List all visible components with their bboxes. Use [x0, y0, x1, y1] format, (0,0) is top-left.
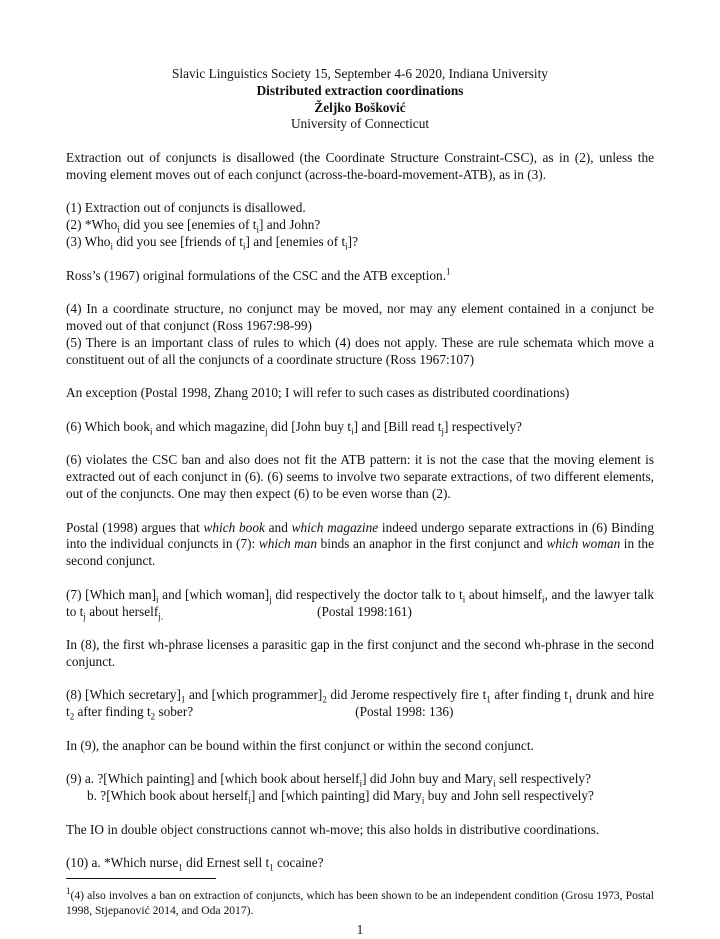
footnote-1: $^1$(4) also involves a ban on extraction of conjuncts, which has been shown to be an independent condition (Grosu 1973, Postal 1998, Stjepanović 2014, and Oda 2017).: [66, 886, 654, 917]
footnote-ref: 1: [446, 266, 451, 277]
intro-paragraph: Extraction out of conjuncts is disallowed (the Coordinate Structure Constraint-CSC), as in (2), unless the moving element moves out of each conjunct (across-the-board-movement-ATB), as in (3).: [66, 149, 654, 182]
paragraph-10: The IO in double object constructions cannot wh-move; this also holds in distributive coordinations.: [66, 821, 600, 837]
example-4: (4) In a coordinate structure, no conjunct may be moved, nor may any element contained in a conjunct be moved out of that conjunct (Ross 1967:98-99): [66, 301, 654, 333]
paper-title: Distributed extraction coordinations: [256, 82, 464, 98]
example-8: (8) [Which $secretary]_1$ and [which $programmer]_2$ did Jerome respectively fire $t_1$ after finding $t_1$ drunk and hire $t_2$ after finding $t_2$ sober? (Postal 1998: 136): [66, 687, 654, 722]
page-number: 1: [356, 922, 364, 938]
author-name: Željko Bošković: [314, 99, 406, 115]
paragraph-9: In (9), the anaphor can be bound within the first conjunct or within the second conjunct.: [66, 737, 534, 753]
author-affiliation: University of Connecticut: [290, 116, 430, 132]
example-9a: (9) a. ?[Which painting] and [which book about herself$_i$] did John buy and Mary$_i$ sell respectively?: [66, 771, 591, 790]
example-5: (5) There is an important class of rules to which (4) does not apply. These are rule schemata which move a constituent out of all the conjuncts of a coordinate structure (Ross 1967:107): [66, 334, 654, 367]
paragraph-6: (6) violates the CSC ban and also does not fit the ATB pattern: it is not the case that the moving element is extracted out of each conjunct in (6). (6) seems to involve two separate extractions, of two different elements, out of the conjuncts. One may then expect (6) to be even worse than (2).: [66, 452, 654, 501]
paragraph-8: In (8), the first wh-phrase licenses a parasitic gap in the first conjunct and the second wh-phrase in the second conjunct.: [66, 637, 654, 669]
example-7: (7) [Which $man]_i$ and [which $woman]_j$ did respectively the doctor talk to $t_i$ about himself$_i$, and the lawyer talk to $t_j$ about herself$_{j.}$ (Postal 1998:161): [66, 586, 654, 622]
example-6: (6) Which book$_i$ and which magazine$_j$ did [John buy $t_i$] and [Bill read $t_j$] respectively?: [66, 418, 522, 437]
footnote-divider: [66, 878, 216, 879]
exception-paragraph: An exception (Postal 1998, Zhang 2010; I will refer to such cases as distributed coordinations): [66, 385, 570, 401]
conference-line: Slavic Linguistics Society 15, September 4-6 2020, Indiana University: [172, 66, 548, 81]
example-1: (1) Extraction out of conjuncts is disallowed.: [66, 200, 306, 216]
document-page: [66, 66, 654, 939]
example-9b: b. ?[Which book about herself$_i$] and [which painting] did Mary$_i$ buy and John sell respectively?: [87, 788, 594, 806]
postal-paragraph: Postal (1998) argues that which book and which magazine indeed undergo separate extractions in (6) Binding into the individual conjuncts in (7): which man binds an anaphor in the first conjunct and which woman in the second conjunct.: [66, 519, 654, 569]
example-10a: (10) a. *Which nurse$_1$ did Ernest sell $t_1$ cocaine?: [66, 855, 324, 874]
example-3: (3) Who$_i$ did you see [friends of $t_i$] and [enemies of $t_i$]?: [66, 233, 359, 252]
example-2: (2) *Who$_i$ did you see [enemies of $t_i$] and John?: [66, 217, 321, 235]
ross-paragraph: Ross’s (1967) original formulations of the CSC and the ATB exception.$^1$: [66, 266, 451, 283]
